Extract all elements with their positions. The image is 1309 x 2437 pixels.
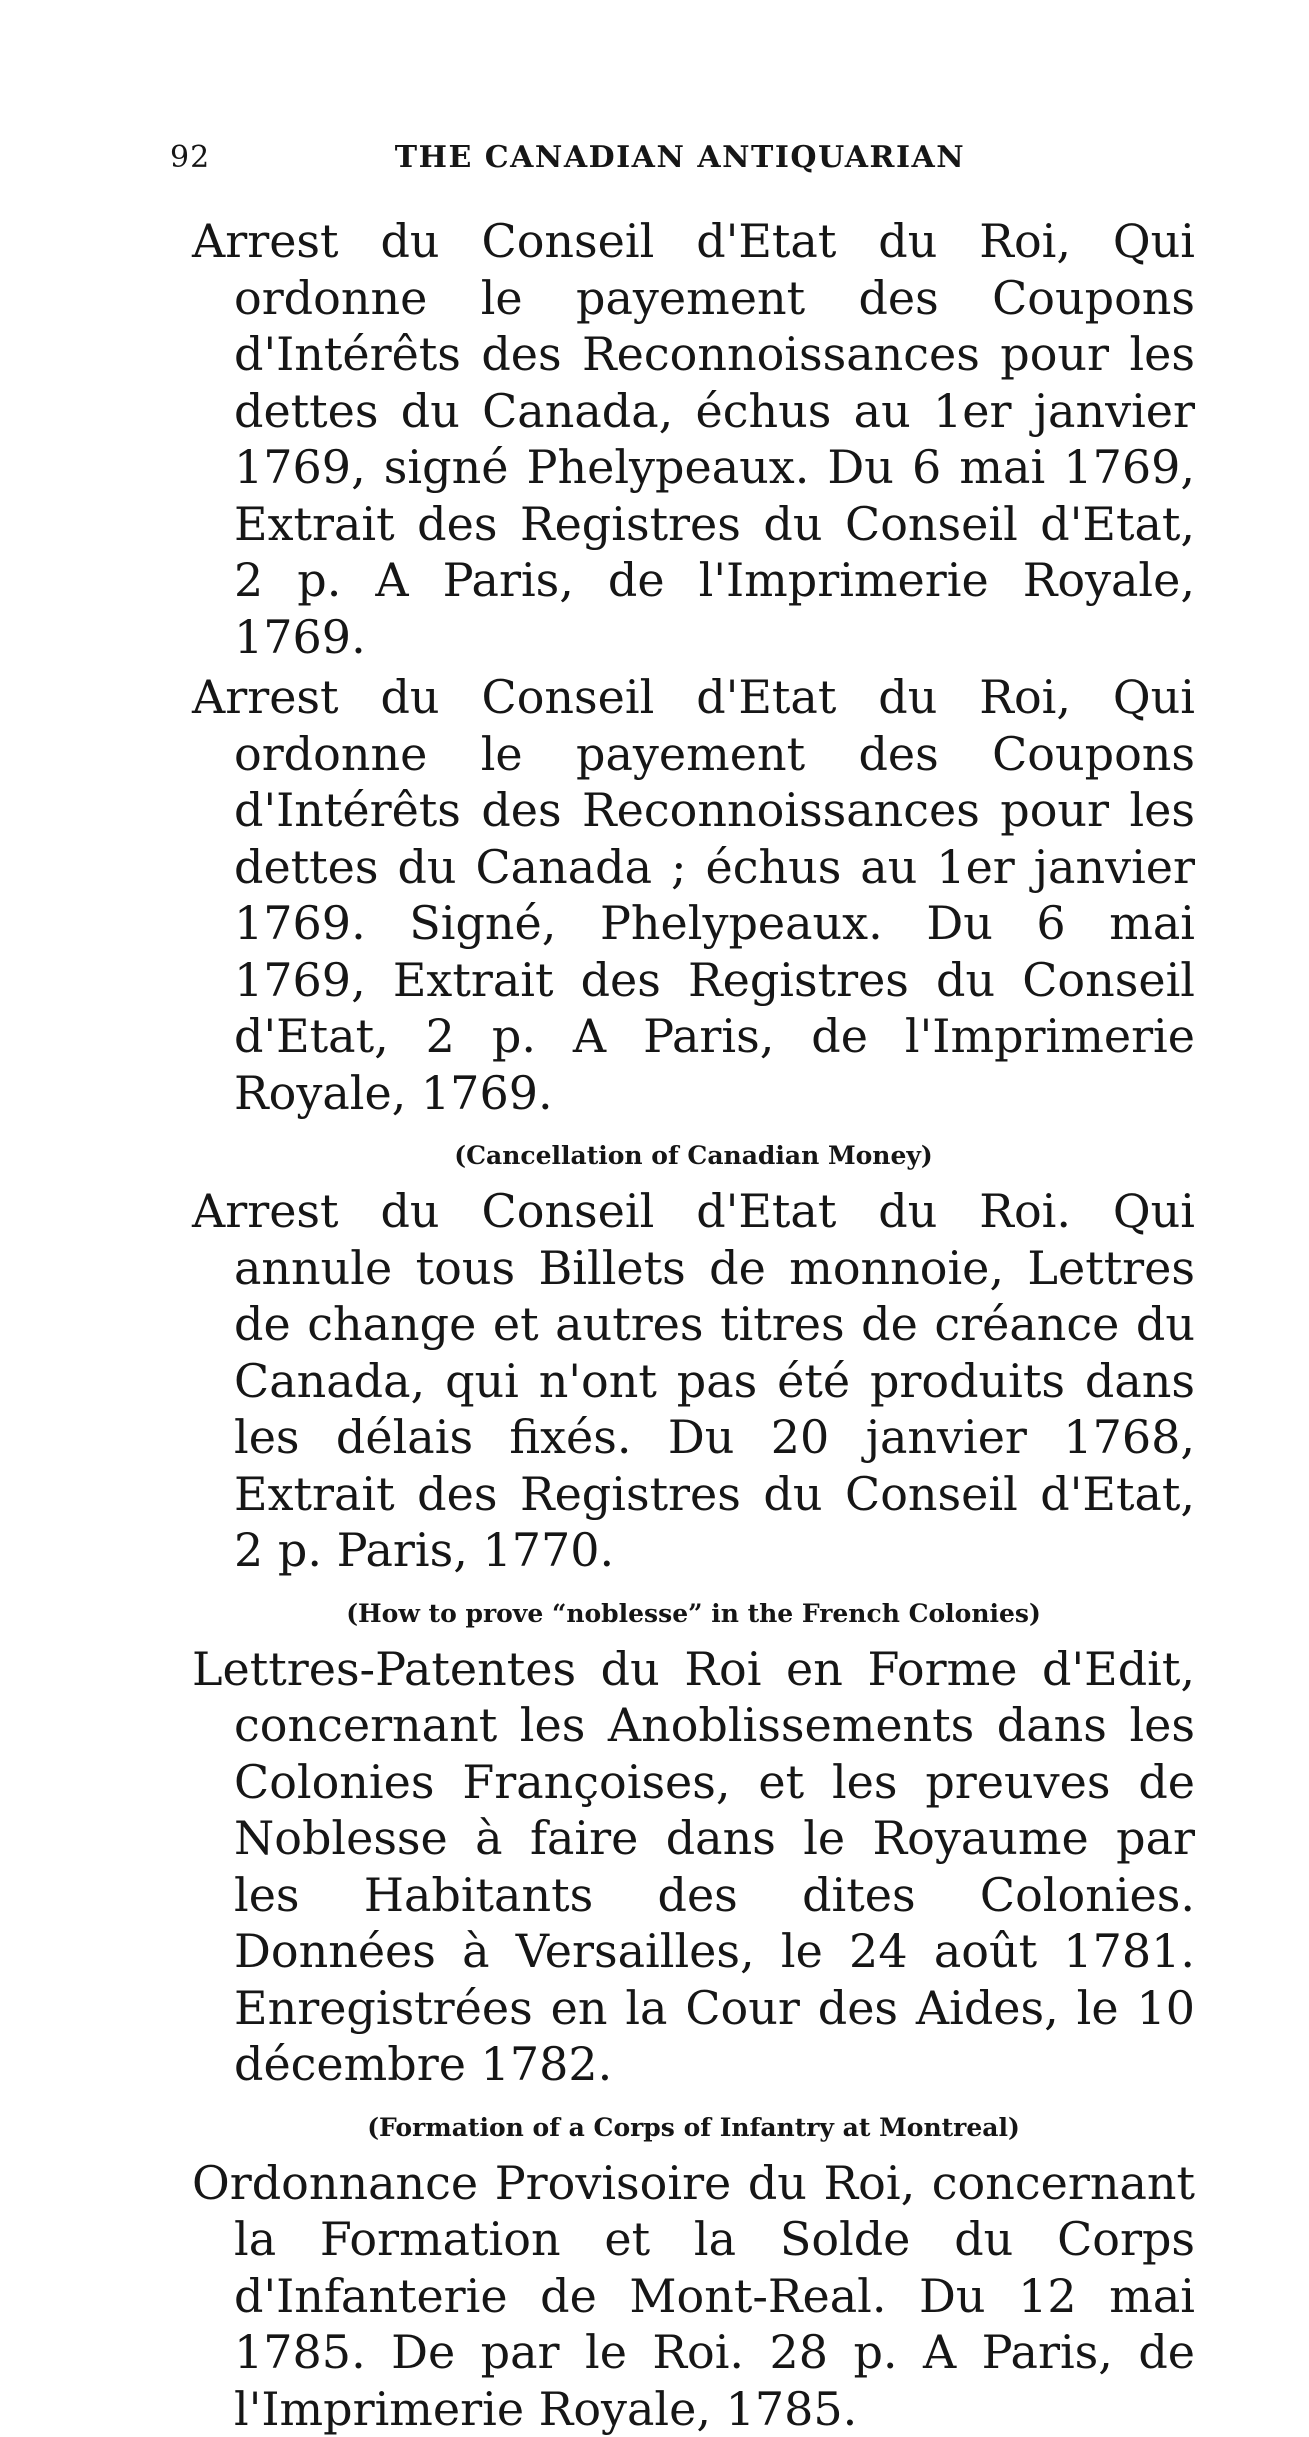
page-header [170, 140, 1190, 188]
section-caption-noblesse: (How to prove “noblesse” in the French Colonies) [192, 1599, 1195, 1629]
section-caption-infantry: (Formation of a Corps of Infantry at Montreal) [192, 2113, 1195, 2143]
page-number: 92 [170, 140, 210, 175]
running-head: THE CANADIAN ANTIQUARIAN [170, 140, 1190, 175]
bibliography-entry-3: Arrest du Conseil d'Etat du Roi. Qui annule tous Billets de monnoie, Lettres de change et autres titres de créance du Canada, qui n'ont pas été produits dans les délais fixés. Du 20 janvier 1768, Extrait des Registres du Conseil d'Etat, 2 p. Paris, 1770. [192, 1183, 1195, 1579]
bibliography-entry-5: Ordonnance Provisoire du Roi, concernant la Formation et la Solde du Corps d'Infanterie de Mont-Real. Du 12 mai 1785. De par le Roi. 28 p. A Paris, de l'Imprimerie Royale, 1785. [192, 2155, 1195, 2437]
bibliography-entry-1: Arrest du Conseil d'Etat du Roi, Qui ordonne le payement des Coupons d'Intérêts des Reconnoissances pour les dettes du Canada, échus au 1er janvier 1769, signé Phelypeaux. Du 6 mai 1769, Extrait des Registres du Conseil d'Etat, 2 p. A Paris, de l'Imprimerie Royale, 1769. [192, 213, 1195, 665]
page-body [192, 213, 1195, 2437]
bibliography-entry-4: Lettres-Patentes du Roi en Forme d'Edit, concernant les Anoblissements dans les Colonies Françoises, et les preuves de Noblesse à faire dans le Royaume par les Habitants des dites Colonies. Données à Versailles, le 24 août 1781. Enregistrées en la Cour des Aides, le 10 décembre 1782. [192, 1641, 1195, 2093]
section-caption-cancellation: (Cancellation of Canadian Money) [192, 1141, 1195, 1171]
bibliography-entry-2: Arrest du Conseil d'Etat du Roi, Qui ordonne le payement des Coupons d'Intérêts des Reconnoissances pour les dettes du Canada ; échus au 1er janvier 1769. Signé, Phelypeaux. Du 6 mai 1769, Extrait des Registres du Conseil d'Etat, 2 p. A Paris, de l'Imprimerie Royale, 1769. [192, 669, 1195, 1121]
